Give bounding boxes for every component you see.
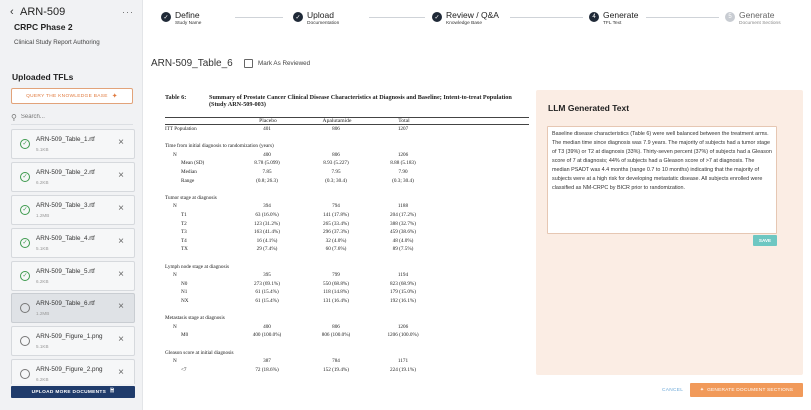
more-options-icon[interactable]: ··· [122, 7, 134, 17]
table-row [165, 186, 529, 193]
close-icon[interactable]: × [118, 202, 124, 214]
cell-apalutamide: 265 (33.4%) [323, 220, 349, 227]
cancel-button[interactable]: CANCEL [662, 388, 684, 393]
check-circle-icon: ✓ [20, 205, 30, 215]
file-list-item[interactable] [11, 162, 135, 192]
step-subtitle: Study Name [175, 21, 202, 26]
cell-placebo: 61 (15.4%) [255, 289, 279, 296]
step-subtitle: Documentation [307, 21, 340, 26]
file-list [11, 129, 135, 384]
cell-total: 48 (4.0%) [392, 237, 414, 244]
document-icon: 🗎 [110, 389, 115, 394]
table-title: ARN-509_Table_6 [151, 58, 233, 69]
step-number-icon: 5 [725, 12, 735, 22]
close-icon[interactable]: × [118, 169, 124, 181]
cell-apalutamide: 806 [332, 151, 340, 158]
stepper-step[interactable] [432, 10, 499, 27]
cell-total: 1206 [397, 151, 409, 158]
table-row [165, 298, 529, 305]
file-name: ARN-509_Table_3.rtf [36, 201, 95, 209]
table-row [165, 203, 529, 210]
mark-reviewed-checkbox[interactable] [244, 59, 253, 68]
cell-total: 459 (38.6%) [390, 229, 416, 236]
table-row [165, 152, 529, 159]
close-icon[interactable]: × [118, 268, 124, 280]
cell-apalutamide: 152 (19.4%) [323, 366, 349, 373]
table-row [165, 350, 529, 357]
cell-placebo: 16 (4.1%) [256, 237, 278, 244]
cell-total: 1188 [397, 203, 409, 210]
file-name: ARN-509_Table_4.rtf [36, 234, 95, 242]
search-input[interactable] [21, 114, 121, 120]
file-list-item[interactable] [11, 359, 135, 384]
table-row [165, 264, 529, 271]
table-row [165, 246, 529, 253]
cell-placebo: 394 [263, 203, 271, 210]
query-knowledge-base-label: QUERY THE KNOWLEDGE BASE [26, 93, 108, 99]
cell-total: 224 (19.1%) [390, 366, 416, 373]
empty-circle-icon [20, 336, 30, 346]
table-row [165, 221, 529, 228]
cell-placebo: 123 (31.2%) [254, 220, 280, 227]
sidebar-header [10, 4, 134, 20]
cell-placebo: 7.85 [262, 169, 272, 175]
cell-apalutamide: 141 (17.8%) [323, 212, 349, 218]
row-label: Lymph node stage at diagnosis [165, 263, 229, 270]
close-icon[interactable]: × [118, 334, 124, 346]
cell-total: 1194 [397, 272, 409, 279]
row-label: Mean (SD) [181, 160, 205, 167]
llm-generated-text-area[interactable]: Baseline disease characteristics (Table 6) were well balanced between the treatment arms. The median time since diagnosis was 7.9 years. The majority of subjects had a tumor stage of T3 (39%) or T2 at diagnosis (33%). Thirty-seven percent (37%) of subjects had a Gleason score of 7 at diagnosis; 44% of subjects had a Gleason score of >7 at diagnosis. The median PSADT was 4.4 months (range 0.7 to 10 months) indicating that the majority of subjects were at a high risk for developing metastatic disease. All subjects enrolled were classified as NM-CRPC by BICR prior to randomization. [547, 126, 777, 234]
step-number-icon: 4 [589, 12, 599, 22]
upload-more-documents-button[interactable] [11, 386, 135, 398]
stepper-connector [646, 17, 719, 18]
table-row [165, 332, 529, 339]
file-size: 5.1KB [36, 344, 49, 350]
step-subtitle: Document Sections [739, 21, 781, 26]
table-row [165, 143, 529, 150]
file-list-item[interactable] [11, 326, 135, 356]
table-row [165, 358, 529, 365]
cell-placebo: 29 (7.4%) [256, 246, 278, 253]
cell-total: 89 (7.5%) [392, 246, 414, 253]
file-list-item[interactable] [11, 195, 135, 225]
stepper-connector [235, 17, 283, 18]
stepper-step[interactable] [589, 10, 638, 27]
check-circle-icon: ✓ [293, 12, 303, 22]
cell-placebo: (0.8; 26.3) [256, 177, 278, 184]
empty-circle-icon [20, 369, 30, 379]
cell-placebo: 61 (15.4%) [255, 298, 279, 304]
file-size: 5.1KB [36, 147, 49, 152]
row-label: Time from initial diagnosis to randomization (years) [165, 143, 274, 150]
step-title: Review / Q&A [446, 10, 499, 20]
cell-apalutamide: 799 [332, 272, 340, 279]
file-name: ARN-509_Figure_2.png [36, 366, 103, 374]
table-row [165, 341, 529, 348]
cell-apalutamide: 806 [332, 126, 340, 132]
file-name: ARN-509_Table_2.rtf [36, 168, 95, 176]
file-list-item[interactable] [11, 129, 135, 159]
cell-total: 823 (68.9%) [390, 280, 416, 287]
project-name: CRPC Phase 2 [14, 22, 73, 32]
row-label: N [173, 323, 177, 330]
file-name: ARN-509_Table_6.rtf [36, 300, 95, 308]
file-size: 6.2KB [36, 278, 49, 284]
cell-placebo: 8.78 (5.099) [254, 160, 280, 167]
cell-apalutamide: 32 (4.0%) [325, 237, 347, 244]
row-label: TX [181, 246, 188, 253]
row-label: NX [181, 298, 189, 304]
step-title: Define [175, 10, 200, 20]
table-row [165, 160, 529, 167]
cell-apalutamide: 784 [332, 358, 340, 365]
table-row [165, 126, 529, 133]
cell-apalutamide: 794 [332, 203, 340, 210]
row-label: T2 [181, 220, 187, 227]
cell-apalutamide: 806 [332, 323, 340, 330]
cell-placebo: 400 [263, 323, 271, 330]
save-button[interactable]: SAVE [753, 235, 777, 246]
table-row [165, 195, 529, 202]
cell-apalutamide: 60 (7.6%) [325, 246, 347, 253]
close-icon[interactable]: × [118, 137, 124, 148]
project-code-title: ARN-509 [20, 6, 66, 18]
table-row [165, 212, 529, 219]
cell-total: 388 (32.7%) [390, 220, 416, 227]
chevron-left-icon[interactable]: ‹ [10, 6, 14, 18]
file-list-item[interactable] [11, 261, 135, 291]
cell-placebo: 387 [263, 358, 271, 365]
cell-placebo: 400 [263, 151, 271, 158]
cell-apalutamide: 118 (14.8%) [323, 289, 349, 296]
stepper-step[interactable] [293, 10, 339, 27]
step-title: Generate [739, 10, 775, 20]
check-circle-icon: ✓ [20, 238, 30, 248]
close-icon[interactable]: × [118, 235, 124, 247]
check-circle-icon: ✓ [432, 12, 442, 22]
step-subtitle: TFL Text [603, 21, 622, 26]
row-label: <7 [181, 366, 187, 373]
cell-apalutamide: 806 (100.0%) [321, 332, 351, 339]
cell-placebo: 63 (16.0%) [255, 212, 279, 218]
cell-total: 1206 (100.0%) [387, 332, 419, 339]
table-row [165, 367, 529, 374]
row-label: Tumor stage at diagnosis [165, 194, 217, 201]
row-label: N [173, 358, 177, 365]
file-size: 1.2MB [36, 311, 50, 317]
step-title: Upload [307, 10, 334, 20]
table-row [165, 289, 529, 296]
row-label: ITT Population [165, 126, 197, 132]
file-list-item[interactable] [11, 293, 135, 323]
check-circle-icon: ✓ [20, 139, 30, 149]
stepper-connector [510, 17, 583, 18]
progress-stepper [143, 0, 811, 40]
cell-apalutamide: 550 (68.8%) [323, 280, 349, 287]
search-bar [11, 110, 133, 125]
row-label: N [173, 203, 177, 210]
query-knowledge-base-button[interactable] [11, 88, 133, 104]
file-name: ARN-509_Figure_1.png [36, 333, 103, 341]
table-row [165, 238, 529, 245]
file-size: 6.2KB [36, 179, 49, 185]
row-label: Median [181, 169, 197, 175]
llm-panel-title: LLM Generated Text [548, 103, 630, 113]
column-header-placebo: Placebo [259, 118, 277, 124]
row-label: Gleason score at initial diagnosis [165, 349, 234, 356]
cell-total: 7.90 [398, 169, 408, 175]
stepper-step[interactable] [161, 10, 201, 27]
cell-apalutamide: 131 (16.4%) [323, 298, 349, 304]
upload-label: UPLOAD MORE DOCUMENTS [31, 389, 107, 395]
cell-total: 179 (15.0%) [390, 289, 416, 296]
table-row [165, 229, 529, 236]
cell-total: 192 (16.1%) [390, 298, 416, 304]
cell-total: 1206 [397, 323, 409, 330]
row-label: Range [181, 177, 195, 184]
check-circle-icon: ✓ [20, 172, 30, 182]
table-row [165, 169, 529, 176]
cell-apalutamide: 296 (37.3%) [323, 229, 349, 236]
file-size: 6.2KB [36, 377, 49, 383]
cell-total: (0.3; 30.4) [392, 177, 414, 184]
table-row [165, 315, 529, 322]
file-list-item[interactable] [11, 228, 135, 258]
cell-total: 204 (17.2%) [390, 212, 416, 218]
table-row [165, 281, 529, 288]
row-label: M0 [181, 332, 189, 339]
empty-circle-icon [20, 303, 30, 313]
cell-placebo: 400 (100.0%) [252, 332, 282, 339]
cell-placebo: 163 (41.4%) [254, 229, 280, 236]
cell-total: 1207 [397, 126, 409, 132]
cell-placebo: 395 [263, 272, 271, 279]
cell-apalutamide: 7.95 [331, 169, 341, 175]
sidebar [0, 0, 143, 410]
row-label: N [173, 272, 177, 279]
row-label: T1 [181, 212, 187, 218]
close-icon[interactable]: × [118, 367, 124, 379]
caption-label: Table 6: [165, 94, 187, 101]
file-name: ARN-509_Table_1.rtf [36, 136, 95, 143]
row-label: N1 [181, 289, 188, 296]
stepper-connector [369, 17, 425, 18]
cell-placebo: 401 [263, 126, 271, 132]
generate-label: GENERATE DOCUMENT SECTIONS [707, 387, 794, 393]
cell-placebo: 273 (69.1%) [254, 280, 280, 287]
table-row [165, 307, 529, 314]
file-size: 1.2MB [36, 212, 50, 218]
cell-total: 8.88 (5.183) [390, 160, 416, 167]
row-label: N [173, 151, 177, 158]
table-row [165, 135, 529, 142]
project-subtitle: Clinical Study Report Authoring [14, 39, 100, 46]
search-icon: ⚲ [11, 112, 17, 122]
llm-generated-panel [536, 90, 803, 375]
table-row [165, 324, 529, 331]
column-header-total: Total [398, 118, 410, 124]
tfl-document-view [151, 86, 529, 376]
cell-total: 1171 [397, 358, 409, 365]
stepper-step[interactable] [725, 10, 781, 27]
row-label: Metastasis stage at diagnosis [165, 315, 225, 322]
uploaded-tfls-heading: Uploaded TFLs [12, 72, 74, 82]
mark-reviewed-label[interactable]: Mark As Reviewed [258, 60, 311, 67]
step-title: Generate [603, 10, 639, 20]
sparkle-icon: ✦ [699, 387, 705, 393]
row-label: T3 [181, 229, 187, 236]
table-row [165, 255, 529, 262]
generate-document-sections-button[interactable] [690, 383, 803, 397]
file-name: ARN-509_Table_5.rtf [36, 267, 95, 275]
table-row [165, 178, 529, 185]
column-header-apalutamide: Apalutamide [322, 118, 352, 124]
check-circle-icon: ✓ [20, 271, 30, 281]
table-row [165, 272, 529, 279]
close-icon[interactable]: × [118, 301, 124, 313]
check-circle-icon: ✓ [161, 12, 171, 22]
cell-apalutamide: (0.3; 30.4) [325, 177, 347, 184]
cell-placebo: 72 (18.6%) [255, 366, 279, 373]
row-label: T4 [181, 237, 187, 244]
step-subtitle: Knowledge Base [446, 21, 483, 26]
file-size: 5.1KB [36, 245, 49, 251]
row-label: N0 [181, 280, 188, 287]
sparkle-icon: ✦ [111, 93, 118, 100]
table-rule-header [165, 124, 529, 125]
cell-apalutamide: 8.93 (5.227) [323, 160, 349, 167]
caption-text: Summary of Prostate Cancer Clinical Disease Characteristics at Diagnosis and Baseline; Intent-to-treat Population (Study ARN-509-003) [209, 94, 512, 109]
